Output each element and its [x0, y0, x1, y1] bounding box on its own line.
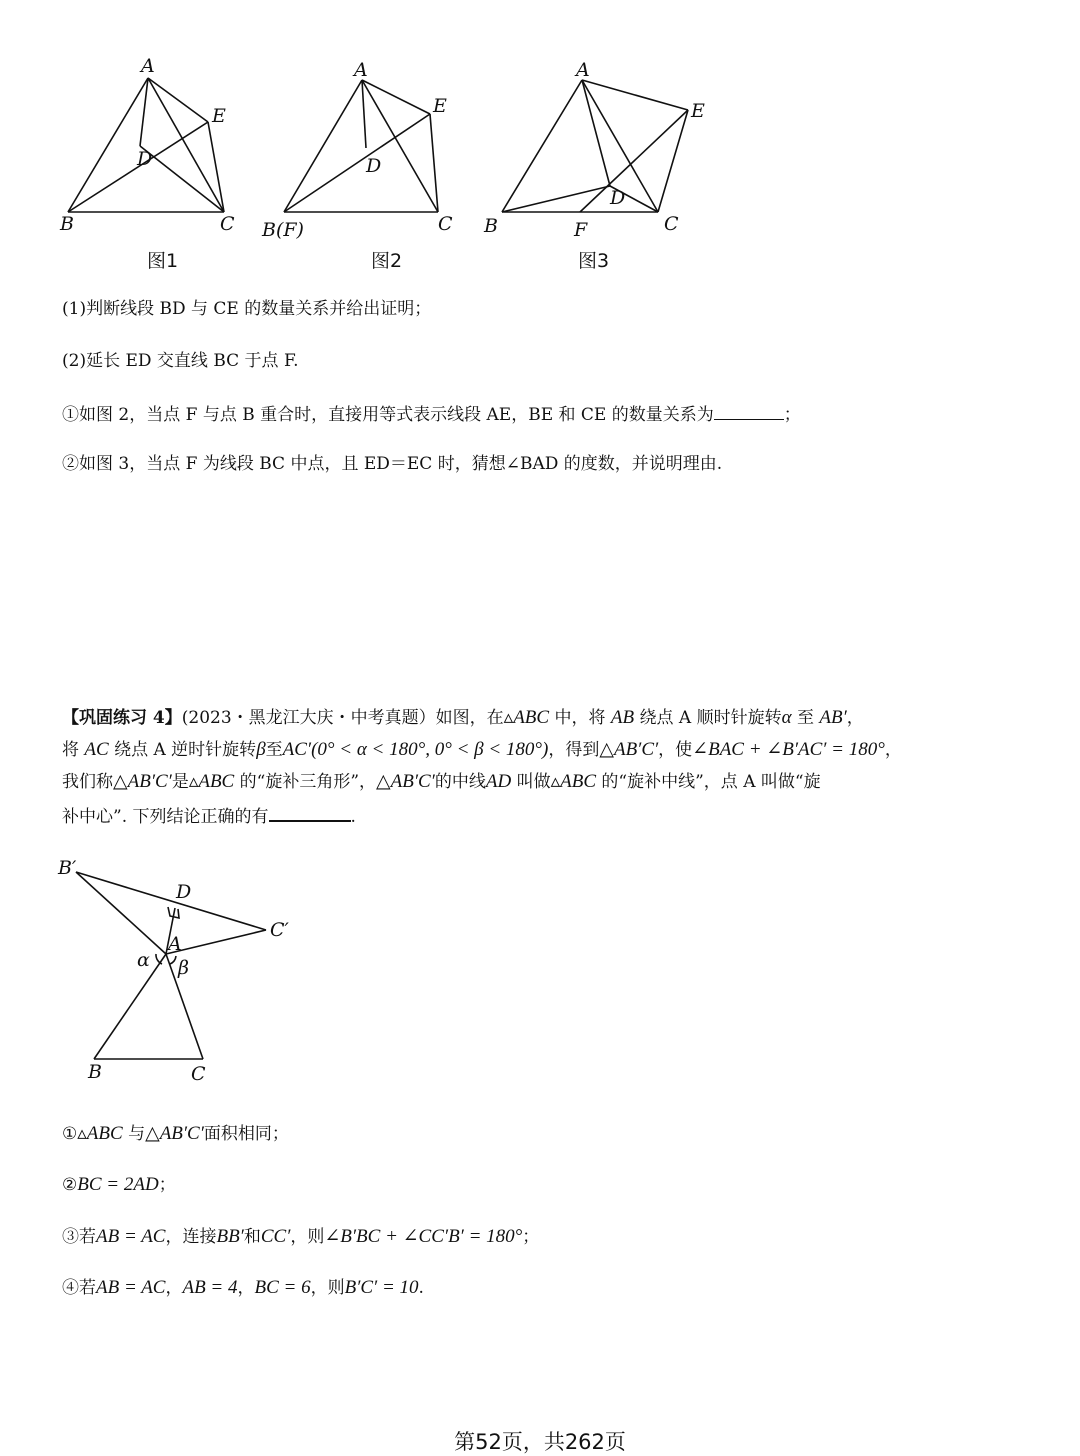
p4-l2i: ，使	[658, 740, 693, 760]
s1c: 与	[128, 1124, 146, 1144]
s3c: ，连接	[165, 1227, 217, 1247]
p4-l1f: AB′	[819, 707, 847, 728]
s4d: AB = 4	[182, 1277, 238, 1298]
p4-l3d: 的“旋补三角形”，	[239, 772, 377, 792]
label-A: A	[168, 933, 182, 955]
p4-l1b: AB	[610, 707, 635, 728]
rotation-figure-lines	[76, 872, 266, 1059]
p4-l4a: 补中心”. 下列结论正确的有	[62, 807, 269, 827]
p4-l1d: α	[781, 707, 792, 728]
fig1-label-B: B	[60, 213, 74, 235]
fig3-label-D: D	[610, 187, 626, 209]
p4-l3f: 的中线	[434, 772, 486, 792]
s1a: ①	[62, 1124, 78, 1144]
figure-3-lines	[502, 80, 688, 212]
p4-l2h: △AB′C′	[599, 739, 659, 760]
p4-l2d: β	[256, 739, 266, 760]
practice4-source: (2023・黑龙江大庆・中考真题）如图，在	[181, 708, 504, 728]
practice4-line2	[62, 738, 902, 762]
fig2-label-D: D	[366, 155, 382, 177]
tri-abc-2: ▵ABC	[188, 771, 235, 792]
s4a: ④若	[62, 1278, 96, 1298]
p4-l2k: ，	[884, 740, 902, 760]
statement-1	[62, 1122, 289, 1146]
s4g: ，则	[310, 1278, 345, 1298]
s3b: AB = AC	[96, 1226, 166, 1247]
p4-l2a: 将	[62, 740, 79, 760]
s1e: 面积相同；	[203, 1124, 289, 1144]
p4-l3b: △AB′C′	[113, 771, 172, 792]
s3f: CC′	[260, 1226, 291, 1247]
statement-4	[62, 1276, 424, 1300]
label-C: C	[191, 1063, 206, 1085]
p4-l2b: AC	[84, 739, 109, 760]
fig1-label-E: E	[212, 105, 226, 127]
fig1-caption: 图1	[147, 250, 179, 272]
p4-l3i: 的“旋补中线”，点 A 叫做“旋	[601, 772, 821, 792]
s2a: ②	[62, 1175, 78, 1195]
s3h: ∠B′BC + ∠CC′B′ = 180°	[324, 1226, 523, 1247]
label-C-prime: C′	[270, 919, 289, 941]
question-1: (1)判断线段 BD 与 CE 的数量关系并给出证明；	[62, 299, 432, 319]
s4h: B′C′ = 10	[344, 1277, 419, 1298]
p4-l3e: △AB′C′	[376, 771, 435, 792]
figure-1-lines	[68, 78, 224, 212]
fig3-caption: 图3	[578, 250, 610, 272]
practice4-tag: 【巩固练习 4】	[62, 708, 182, 728]
answer-blank-p4[interactable]	[269, 802, 351, 822]
question-2a-end: ；	[783, 405, 801, 425]
s3d: BB′	[216, 1226, 244, 1247]
fig3-label-C: C	[664, 213, 679, 235]
s4f: BC = 6	[254, 1277, 311, 1298]
practice4-line3	[62, 770, 821, 794]
fig1-label-D: D	[137, 148, 153, 170]
p4-l2f: AC′(0° < α < 180°, 0° < β < 180°)	[282, 739, 549, 760]
s3i: ；	[522, 1227, 540, 1247]
p4-l2c: 绕点 A 逆时针旋转	[114, 740, 257, 760]
statement-3	[62, 1225, 539, 1249]
figure-1	[0, 0, 1080, 280]
fig1-label-A: A	[141, 55, 155, 77]
p4-l1c: 绕点 A 顺时针旋转	[639, 708, 782, 728]
label-alpha: α	[137, 949, 150, 971]
s4e: ，	[237, 1278, 255, 1298]
fig2-label-E: E	[433, 95, 447, 117]
practice4-line4	[62, 802, 356, 829]
s3a: ③若	[62, 1227, 96, 1247]
page-footer: 第52页，共262页	[454, 1430, 626, 1454]
rotation-figure	[0, 850, 400, 1100]
s3e: 和	[243, 1227, 261, 1247]
question-2a-text: ①如图 2，当点 F 与点 B 重合时，直接用等式表示线段 AE，BE 和 CE 的数量关系为	[62, 405, 714, 425]
s1d: △AB′C′	[145, 1123, 204, 1144]
s4b: AB = AC	[96, 1277, 166, 1298]
label-beta: β	[178, 957, 189, 979]
question-2b: ②如图 3，当点 F 为线段 BC 中点，且 ED＝EC 时，猜想∠BAD 的度数，并说明理由.	[62, 454, 723, 474]
label-B-prime: B′	[58, 857, 77, 879]
p4-l1g: ，	[846, 708, 864, 728]
fig2-label-BF: B(F)	[262, 219, 304, 241]
p4-l3a: 我们称	[62, 772, 113, 792]
p4-l2g: ，得到	[548, 740, 600, 760]
practice4-line1	[62, 706, 864, 730]
p4-l1a: 中，将	[554, 708, 606, 728]
p4-l1e: 至	[797, 708, 814, 728]
s3g: ，则	[290, 1227, 325, 1247]
p4-l2j: ∠BAC + ∠B′AC′ = 180°	[692, 739, 885, 760]
s2b: BC = 2AD	[77, 1174, 159, 1195]
s2c: ；	[158, 1175, 176, 1195]
label-D: D	[176, 881, 192, 903]
p4-l3h: 叫做	[516, 772, 551, 792]
p4-l2e: 至	[265, 740, 283, 760]
question-2a	[62, 401, 801, 427]
p4-l4b: .	[350, 807, 356, 827]
p4-l3c: 是	[171, 772, 189, 792]
fig2-caption: 图2	[371, 250, 403, 272]
s4i: .	[418, 1278, 424, 1298]
label-B: B	[88, 1061, 102, 1083]
figure-2-lines	[284, 80, 438, 212]
p4-l3g: AD	[485, 771, 512, 792]
fig3-label-A: A	[576, 59, 590, 81]
fig3-label-E: E	[691, 100, 705, 122]
fig2-label-C: C	[438, 213, 453, 235]
tri-abc-3: ▵ABC	[550, 771, 596, 792]
s4c: ，	[165, 1278, 183, 1298]
fig3-label-B: B	[484, 215, 498, 237]
question-2: (2)延长 ED 交直线 BC 于点 F.	[62, 351, 299, 371]
fig2-label-A: A	[354, 59, 368, 81]
fig1-label-C: C	[220, 213, 235, 235]
s1b: ▵ABC	[77, 1123, 123, 1144]
statement-2	[62, 1173, 176, 1197]
answer-blank-2a[interactable]	[714, 401, 784, 420]
fig3-label-F: F	[574, 219, 588, 241]
tri-abc-1: ▵ABC	[503, 707, 550, 728]
